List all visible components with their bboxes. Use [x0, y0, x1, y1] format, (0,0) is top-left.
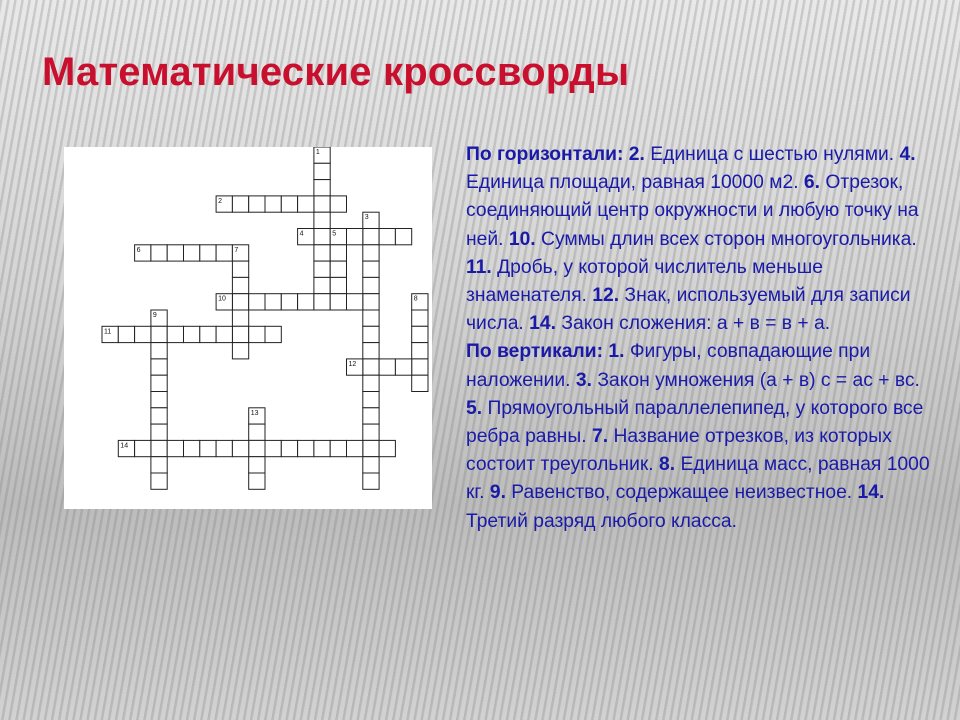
crossword-cell: [167, 245, 183, 261]
crossword-cell: [330, 261, 346, 277]
crossword-cell: [232, 310, 248, 326]
crossword-cell: [232, 261, 248, 277]
slide-title: Математические кроссворды: [42, 50, 630, 94]
crossword-cell: [363, 408, 379, 424]
crossword-cell: [412, 310, 428, 326]
crossword-cell: [412, 375, 428, 391]
crossword-cell: [184, 440, 200, 456]
crossword-cell: [314, 163, 330, 179]
crossword-cell: [412, 343, 428, 359]
crossword-cell: [281, 294, 297, 310]
crossword-cell: [363, 261, 379, 277]
crossword-cell: [151, 473, 167, 489]
crossword-cell: [298, 196, 314, 212]
crossword-cell: [265, 440, 281, 456]
crossword-cell: [249, 457, 265, 473]
crossword-cell: [363, 375, 379, 391]
crossword-cell: [363, 229, 379, 245]
clue-text: Закон умножения (а + в) с = ас + вс.: [597, 369, 920, 391]
crossword-cell: [265, 294, 281, 310]
crossword-cell: [232, 343, 248, 359]
horizontal-heading: По горизонтали:: [466, 144, 624, 165]
crossword-cell: [135, 440, 151, 456]
crossword-cell: [151, 359, 167, 375]
crossword-cell: [232, 326, 248, 342]
crossword-cell: [314, 180, 330, 196]
crossword-grid: [64, 147, 432, 509]
crossword-cell: [298, 440, 314, 456]
crossword-cell: [363, 326, 379, 342]
crossword-cell: [249, 326, 265, 342]
crossword-number: 10: [218, 295, 226, 303]
clue-number: 10.: [508, 228, 536, 250]
crossword-cell: [412, 326, 428, 342]
crossword-number: 8: [413, 295, 418, 303]
crossword-cell: [232, 440, 248, 456]
crossword-cell: [330, 245, 346, 261]
crossword-cell: [363, 359, 379, 375]
crossword-number: 14: [120, 442, 129, 450]
crossword-cell: [330, 294, 346, 310]
crossword-cell: [363, 440, 379, 456]
clue-number: 1.: [608, 341, 625, 363]
crossword-cell: [265, 196, 281, 212]
crossword-cell: [347, 229, 363, 245]
crossword-number: 2: [218, 197, 223, 205]
clue-number: 8.: [659, 454, 676, 476]
crossword-cell: [200, 326, 216, 342]
crossword-cell: [151, 440, 167, 456]
clue-text: Фигуры, совпадающие при наложении.: [466, 341, 871, 391]
crossword-cell: [151, 326, 167, 342]
vertical-heading: По вертикали:: [466, 341, 604, 363]
crossword-cell: [167, 440, 183, 456]
crossword-cell: [395, 229, 411, 245]
crossword-cell: [167, 326, 183, 342]
clues-text: [466, 141, 936, 536]
clue-number: 6.: [803, 172, 820, 194]
crossword-cell: [298, 294, 314, 310]
crossword-cell: [249, 440, 265, 456]
clue-text: Единица с шестью нулями.: [650, 144, 895, 165]
crossword-cell: [314, 196, 330, 212]
crossword-number: 6: [136, 246, 141, 254]
crossword-cell: [363, 392, 379, 408]
crossword-cell: [151, 424, 167, 440]
crossword-cell: [330, 277, 346, 293]
crossword-cell: [363, 457, 379, 473]
crossword-number: 7: [234, 246, 239, 254]
clue-text: Единица масс, равная 1000 кг.: [466, 454, 930, 504]
clue-number: 5.: [466, 397, 483, 419]
crossword-cell: [249, 473, 265, 489]
clue-number: 14.: [857, 482, 885, 504]
crossword-cell: [151, 375, 167, 391]
crossword-cell: [118, 326, 134, 342]
crossword-cell: [395, 359, 411, 375]
crossword-cell: [347, 440, 363, 456]
crossword-cell: [216, 245, 232, 261]
clue-text: Суммы длин всех сторон многоугольника.: [541, 228, 917, 250]
crossword-cell: [200, 440, 216, 456]
horizontal-clues: [466, 141, 936, 338]
crossword-number: 3: [364, 214, 369, 222]
crossword-cell: [363, 277, 379, 293]
crossword-cell: [314, 261, 330, 277]
crossword-cell: [232, 196, 248, 212]
clue-number: 12.: [592, 285, 620, 307]
crossword-number: 4: [299, 230, 304, 238]
clue-text: Единица площади, равная 10000 м2.: [466, 172, 799, 194]
crossword-number: 9: [152, 312, 157, 319]
clue-number: 14.: [529, 313, 556, 335]
crossword-cell: [363, 473, 379, 489]
vertical-clues: [466, 338, 936, 535]
crossword-number: 11: [104, 328, 112, 336]
crossword-cell: [379, 229, 395, 245]
crossword-cell: [151, 457, 167, 473]
crossword-cell: [314, 212, 330, 228]
clue-text: Закон сложения: а + в = в + а.: [561, 313, 831, 335]
crossword-cell: [314, 277, 330, 293]
crossword-cell: [330, 440, 346, 456]
crossword-cell: [281, 196, 297, 212]
crossword-cell: [330, 196, 346, 212]
crossword-cell: [281, 440, 297, 456]
crossword-number: 12: [348, 360, 357, 368]
clue-number: 4.: [899, 144, 916, 165]
crossword-cell: [151, 245, 167, 261]
clue-text: Знак, используемый для записи числа.: [466, 285, 911, 335]
crossword-cell: [216, 326, 232, 342]
crossword-cell: [232, 277, 248, 293]
crossword-cell: [379, 359, 395, 375]
crossword-cell: [249, 424, 265, 440]
crossword-cell: [216, 440, 232, 456]
clue-text: Дробь, у которой числитель меньше знаменателя.: [466, 256, 823, 307]
crossword-cell: [200, 245, 216, 261]
clue-text: Равенство, содержащее неизвестное.: [511, 482, 853, 504]
crossword-cell: [363, 424, 379, 440]
crossword-cell: [151, 408, 167, 424]
crossword-cell: [135, 326, 151, 342]
crossword-svg: [64, 147, 432, 509]
clue-text: Третий разряд любого класса.: [466, 510, 738, 532]
crossword-cell: [363, 310, 379, 326]
crossword-cell: [151, 343, 167, 359]
crossword-cell: [249, 196, 265, 212]
crossword-number: 5: [332, 230, 337, 238]
crossword-cell: [265, 326, 281, 342]
clue-text: Отрезок, соединяющий центр окружности и любую точку на ней.: [466, 172, 919, 250]
clue-text: Название отрезков, из которых состоит треугольник.: [466, 426, 892, 476]
crossword-cell: [314, 440, 330, 456]
crossword-cell: [314, 245, 330, 261]
crossword-cell: [363, 343, 379, 359]
clue-text: Прямоугольный параллелепипед, у которого все ребра равны.: [466, 397, 924, 448]
crossword-cell: [363, 245, 379, 261]
crossword-cell: [184, 326, 200, 342]
crossword-number: 1: [315, 149, 320, 156]
crossword-cell: [314, 229, 330, 245]
clue-number: 7.: [592, 426, 609, 448]
crossword-cell: [314, 294, 330, 310]
crossword-cell: [232, 294, 248, 310]
crossword-cell: [249, 294, 265, 310]
clue-number: 11.: [466, 256, 492, 278]
crossword-cell: [184, 245, 200, 261]
crossword-cell: [379, 440, 395, 456]
crossword-cell: [363, 294, 379, 310]
crossword-cell: [347, 294, 363, 310]
crossword-number: 13: [250, 409, 259, 417]
clue-number: 2.: [628, 144, 645, 165]
clue-number: 3.: [575, 369, 592, 391]
crossword-cell: [151, 392, 167, 408]
clue-number: 9.: [489, 482, 506, 504]
crossword-cell: [412, 359, 428, 375]
